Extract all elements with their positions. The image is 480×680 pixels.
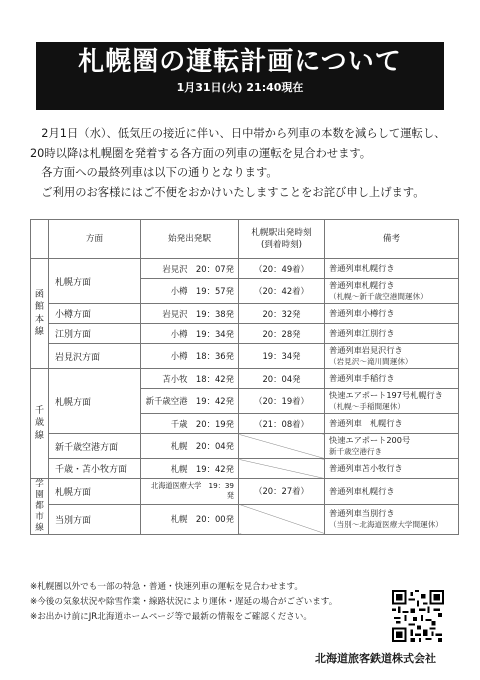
time-cell: 20：04発	[239, 369, 325, 389]
time-cell: （21：08着）	[239, 414, 325, 434]
remark-cell	[325, 389, 459, 414]
remark-cell	[325, 279, 459, 304]
intro-paragraph: 2月1日（水）、低気圧の接近に伴い、日中帯から列車の本数を減らして運転し、20時以降は札幌圏を発着する各方面の列車の運転を見合わせます。	[30, 127, 446, 160]
header-sapporo-time: 札幌駅出発時刻 (到着時刻)	[239, 220, 325, 259]
direction-cell: 小樽方面	[49, 304, 141, 324]
origin-cell: 札幌 19：42発	[141, 459, 239, 479]
origin-cell: 北海道医療大学 19：39発	[141, 479, 239, 505]
remark-text: 快速エアポート197号札幌行き	[329, 390, 443, 400]
remark-cell	[325, 434, 459, 459]
remark-text: 普通列車江別行き	[329, 328, 395, 338]
header-direction: 方面	[49, 220, 141, 259]
origin-cell: 苫小牧 18：42発	[141, 369, 239, 389]
time-cell: （20：19着）	[239, 389, 325, 414]
remark-text: 普通列車手稲行き	[329, 373, 395, 383]
remark-subtext: （当別～北海道医療大学間運休）	[329, 520, 443, 530]
remark-text: 普通列車当別行き	[329, 508, 395, 519]
time-cell-empty	[239, 434, 325, 459]
origin-cell: 岩見沢 19：38発	[141, 304, 239, 324]
intro-paragraph: 各方面への最終列車は以下の通りとなります。	[41, 166, 278, 179]
origin-cell: 小樽 18：36発	[141, 344, 239, 369]
table-row	[31, 479, 459, 505]
table-row	[31, 459, 459, 479]
table-row	[31, 504, 459, 534]
footnote: ※札幌圏以外でも一部の特急・普通・快速列車の運転を見合わせます。	[30, 582, 303, 592]
origin-cell: 札幌 20：00発	[141, 504, 239, 534]
table-row	[31, 324, 459, 344]
direction-cell: 新千歳空港方面	[49, 434, 141, 459]
time-cell: （20：27着）	[239, 479, 325, 505]
table-row	[31, 344, 459, 369]
time-cell: （20：42着）	[239, 279, 325, 304]
remark-subtext: （岩見沢～滝川間運休）	[329, 357, 413, 366]
remark-cell	[325, 344, 459, 369]
direction-cell: 札幌方面	[49, 259, 141, 304]
time-cell: 20：28発	[239, 324, 325, 344]
remark-text: 普通列車岩見沢行き	[329, 345, 403, 355]
remark-text: 普通列車小樽行き	[329, 308, 395, 318]
table-row	[31, 369, 459, 389]
remark-cell	[325, 504, 459, 534]
footnote: ※今後の気象状況や除雪作業・線路状況により運休・遅延の場合がございます。	[30, 596, 338, 607]
remark-cell	[325, 369, 459, 389]
title-banner	[36, 42, 444, 110]
origin-cell: 新千歳空港 19：42発	[141, 389, 239, 414]
company-name: 北海道旅客鉄道株式会社	[315, 652, 436, 665]
direction-cell: 岩見沢方面	[49, 344, 141, 369]
origin-cell: 札幌 20：04発	[141, 434, 239, 459]
time-cell-empty	[239, 504, 325, 534]
remark-cell	[325, 259, 459, 279]
remark-cell	[325, 324, 459, 344]
remark-cell	[325, 414, 459, 434]
time-cell: 19：34発	[239, 344, 325, 369]
footnote: ※お出かけ前にJR北海道ホームページ等で最新の情報をご確認ください。	[30, 611, 312, 622]
remark-cell	[325, 459, 459, 479]
schedule-table	[30, 219, 459, 535]
header-group	[31, 220, 49, 259]
direction-cell: 当別方面	[49, 504, 141, 534]
origin-cell: 小樽 19：57発	[141, 279, 239, 304]
direction-cell: 千歳・苫小牧方面	[49, 459, 141, 479]
origin-cell: 小樽 19：34発	[141, 324, 239, 344]
footnotes	[30, 580, 390, 624]
time-cell: （20：49着）	[239, 259, 325, 279]
table-row	[31, 304, 459, 324]
origin-cell: 岩見沢 20：07発	[141, 259, 239, 279]
intro-paragraph: ご利用のお客様にはご不便をおかけいたしますことをお詫び申し上げます。	[41, 185, 425, 199]
remark-subtext: 新千歳空港行き	[329, 447, 383, 456]
remark-text: 普通列車札幌行き	[329, 280, 395, 290]
page-title: 札幌圏の運転計画について	[78, 47, 402, 77]
table-header-row	[31, 220, 459, 259]
remark-text: 普通列車札幌行き	[329, 485, 395, 496]
remark-text: 普通列車 札幌行き	[329, 418, 403, 428]
page-subtitle: 1月31日(火) 21:40現在	[176, 81, 304, 94]
time-cell: 20：32発	[239, 304, 325, 324]
origin-cell: 千歳 20：19発	[141, 414, 239, 434]
remark-text: 普通列車札幌行き	[329, 263, 395, 273]
line-group-label: 千 歳 線	[31, 369, 49, 479]
direction-cell: 札幌方面	[49, 369, 141, 434]
intro-text	[30, 124, 450, 202]
line-group-label: 学園 都市 線	[31, 479, 49, 535]
header-origin: 始発出発駅	[141, 220, 239, 259]
remark-subtext: （札幌～手稲間運休）	[329, 402, 405, 411]
remark-text: 普通列車苫小牧行き	[329, 463, 403, 473]
header-remarks: 備考	[325, 220, 459, 259]
remark-subtext: （札幌～新千歳空港間運休）	[329, 292, 428, 301]
table-row	[31, 434, 459, 459]
direction-cell: 札幌方面	[49, 479, 141, 505]
line-group-label: 函 館 本 線	[31, 259, 49, 369]
remark-text: 快速エアポート200号	[329, 435, 411, 445]
direction-cell: 江別方面	[49, 324, 141, 344]
remark-cell	[325, 479, 459, 505]
qr-code-icon	[392, 590, 444, 642]
remark-cell	[325, 304, 459, 324]
time-cell-empty	[239, 459, 325, 479]
table-row	[31, 259, 459, 279]
